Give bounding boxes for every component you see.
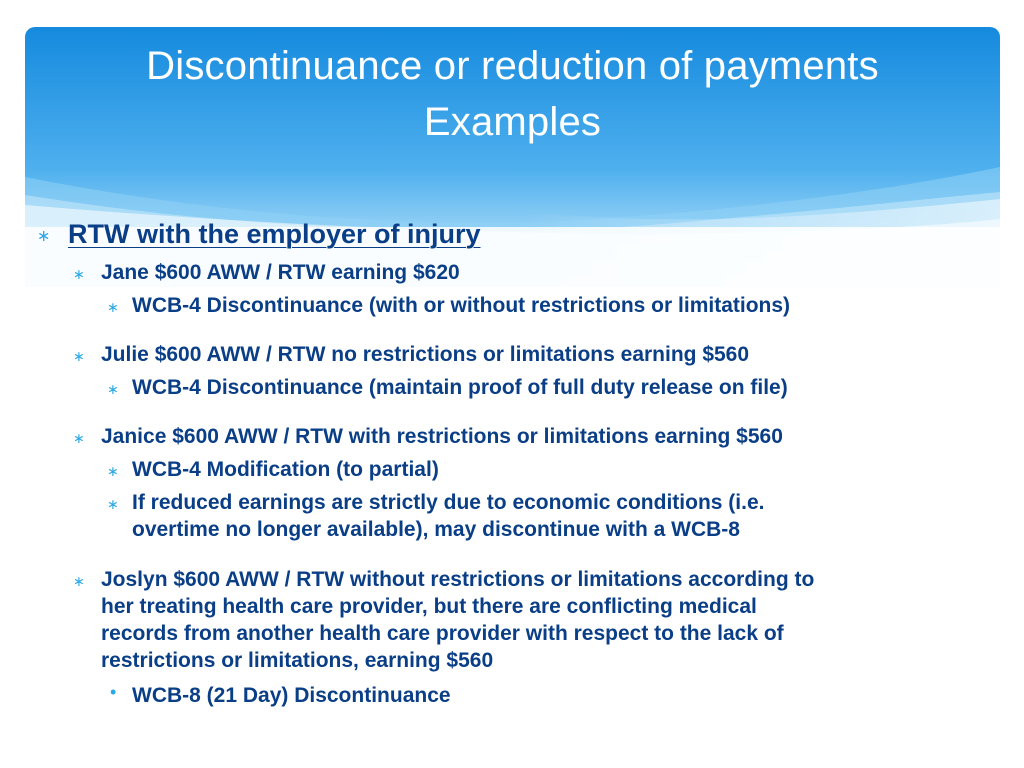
title-line-2: Examples xyxy=(423,100,602,144)
title-line-1: Discontinuance or reduction of payments xyxy=(146,44,879,88)
bullet-star-icon: ∗ xyxy=(107,496,119,512)
example-julie: Julie $600 AWW / RTW no restrictions or limitations earning $560 xyxy=(101,343,750,366)
bullet-star-icon: ∗ xyxy=(107,299,119,315)
example-janice-note-2-line-1: If reduced earnings are strictly due to economic conditions (i.e. xyxy=(132,491,765,514)
bullet-star-icon: ∗ xyxy=(37,228,51,245)
example-joslyn-line-2: her treating health care provider, but there are conflicting medical xyxy=(101,595,757,618)
bullet-star-icon: ∗ xyxy=(73,430,85,446)
example-jane: Jane $600 AWW / RTW earning $620 xyxy=(101,261,460,284)
bullet-star-icon: ∗ xyxy=(107,463,119,479)
bullet-star-icon: ∗ xyxy=(107,381,119,397)
example-julie-note: WCB-4 Discontinuance (maintain proof of full duty release on file) xyxy=(132,376,788,399)
bullet-dot-icon: • xyxy=(110,682,117,702)
bullet-star-icon: ∗ xyxy=(73,266,85,282)
example-joslyn-line-3: records from another health care provider with respect to the lack of xyxy=(101,622,784,645)
example-janice-note-2-line-2: overtime no longer available), may discontinue with a WCB-8 xyxy=(132,518,740,541)
section-heading: RTW with the employer of injury xyxy=(68,219,481,249)
bullet-star-icon: ∗ xyxy=(73,348,85,364)
example-joslyn-note: WCB-8 (21 Day) Discontinuance xyxy=(132,684,451,707)
example-janice: Janice $600 AWW / RTW with restrictions or limitations earning $560 xyxy=(101,425,783,448)
bullet-star-icon: ∗ xyxy=(73,573,85,589)
example-jane-note: WCB-4 Discontinuance (with or without restrictions or limitations) xyxy=(132,294,791,317)
example-joslyn-line-1: Joslyn $600 AWW / RTW without restrictions or limitations according to xyxy=(101,568,815,591)
example-joslyn-line-4: restrictions or limitations, earning $560 xyxy=(101,649,494,672)
example-janice-note-1: WCB-4 Modification (to partial) xyxy=(132,458,439,481)
